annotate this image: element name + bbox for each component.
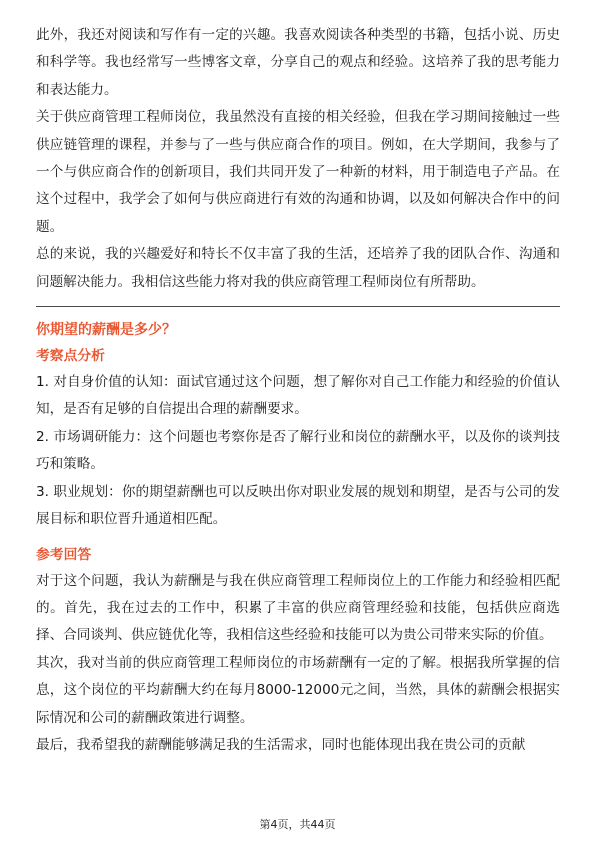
analysis-item-2: 2. 市场调研能力：这个问题也考察你是否了解行业和岗位的薪酬水平，以及你的谈判技巧和策略。: [36, 428, 560, 473]
answer-paragraph-1: 对于这个问题，我认为薪酬是与我在供应商管理工程师岗位上的工作能力和经验相匹配的。首先，我在过去的工作中，积累了丰富的供应商管理经验和技能，包括供应商选择、合同谈判、供应链优化等，我相信这些经验和技能可以为贵公司带来实际的价值。: [36, 572, 560, 644]
intro-paragraph-2: 关于供应商管理工程师岗位，我虽然没有直接的相关经验，但我在学习期间接触过一些供应链管理的课程，并参与了一些与供应商合作的项目。例如，在大学期间，我参与了一个与供应商合作的创新项目，我们共同开发了一种新的材料，用于制造电子产品。在这个过程中，我学会了如何与供应商进行有效的沟通和协调，以及如何解决合作中的问题。: [36, 109, 560, 235]
intro-paragraph-1: 此外，我还对阅读和写作有一定的兴趣。我喜欢阅读各种类型的书籍，包括小说、历史和科学等。我也经常写一些博客文章，分享自己的观点和经验。这培养了我的思考能力和表达能力。: [36, 27, 560, 98]
analysis-label: 考察点分析: [36, 348, 105, 365]
question-heading: 你期望的薪酬是多少？: [36, 322, 176, 339]
analysis-item-3: 3. 职业规划：你的期望薪酬也可以反映出你对职业发展的规划和期望，是否与公司的发展目标和职位晋升通道相匹配。: [36, 483, 560, 528]
section-divider: [36, 306, 560, 307]
analysis-item-1: 1. 对自身价值的认知：面试官通过这个问题，想了解你对自己工作能力和经验的价值认知，是否有足够的自信提出合理的薪酬要求。: [36, 374, 560, 418]
intro-paragraph-3: 总的来说，我的兴趣爱好和特长不仅丰富了我的生活，还培养了我的团队合作、沟通和问题解决能力。我相信这些能力将对我的供应商管理工程师岗位有所帮助。: [36, 246, 560, 290]
answer-paragraph-3: 最后，我希望我的薪酬能够满足我的生活需求，同时也能体现出我在贵公司的贡献: [36, 736, 526, 753]
page-footer: 第4页，共44页: [259, 818, 336, 831]
document-page: [36, 22, 560, 759]
answer-label: 参考回答: [36, 546, 92, 563]
answer-paragraph-2: 其次，我对当前的供应商管理工程师岗位的市场薪酬有一定的了解。根据我所掌握的信息，这个岗位的平均薪酬大约在每月8000-12000元之间，当然，具体的薪酬会根据实际情况和公司的薪酬政策进行调整。: [36, 654, 560, 726]
